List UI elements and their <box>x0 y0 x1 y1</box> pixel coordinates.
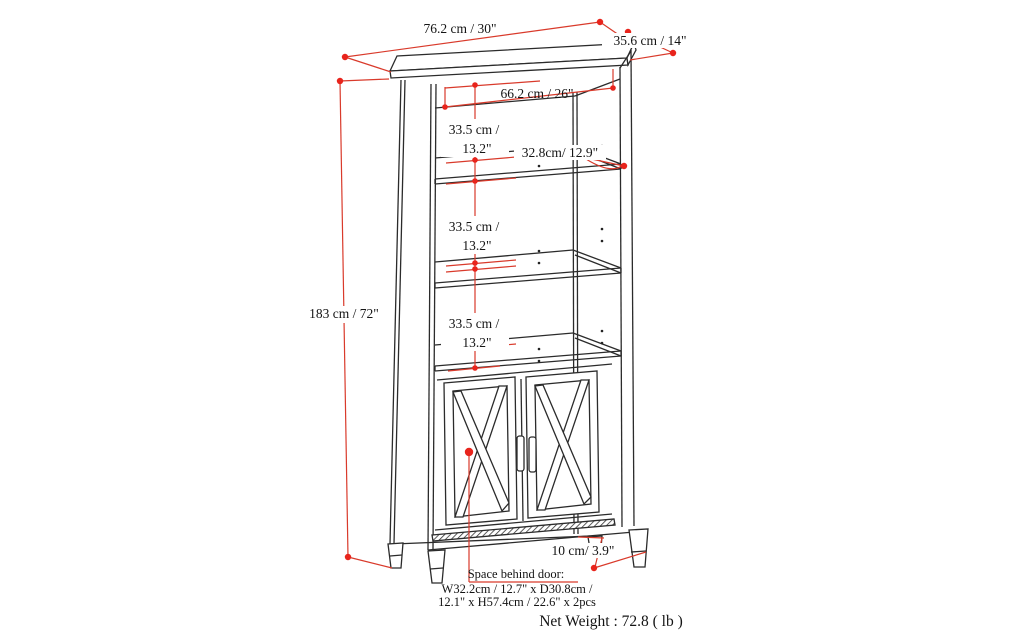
label-shelf-gap-3-cm: 33.5 cm / <box>448 316 500 331</box>
shelf-2 <box>435 250 621 288</box>
label-top-depth: 35.6 cm / 14" <box>613 33 687 48</box>
leg-front-right <box>629 529 648 567</box>
leg-front-left <box>428 550 445 583</box>
door-left <box>444 377 517 525</box>
shelf-pin-holes <box>538 145 604 363</box>
label-shelf-depth: 32.8cm/ 12.9" <box>521 145 599 160</box>
dimension-overall-height <box>340 79 392 568</box>
bookcase-drawing <box>388 43 648 583</box>
label-leg-height: 10 cm/ 3.9" <box>551 543 615 558</box>
door-handle-right <box>529 437 536 472</box>
label-net-weight: Net Weight : 72.8 ( lb ) <box>539 613 683 630</box>
label-interior-width: 66.2 cm / 26" <box>500 86 574 101</box>
label-shelf-gap-3-in: 13.2" <box>462 335 492 350</box>
label-shelf-gap-2-cm: 33.5 cm / <box>448 219 500 234</box>
label-shelf-gap-1-cm: 33.5 cm / <box>448 122 500 137</box>
space-behind-door-dot <box>465 448 473 456</box>
door-right <box>526 371 599 518</box>
label-door-space-dims2: 12.1" x H57.4cm / 22.6" x 2pcs <box>438 595 596 609</box>
label-door-space-title: Space behind door: <box>467 567 565 581</box>
label-shelf-gap-2-in: 13.2" <box>462 238 492 253</box>
door-handle-left <box>517 436 524 471</box>
label-shelf-gap-1-in: 13.2" <box>462 141 492 156</box>
label-door-space-dims1: W32.2cm / 12.7" x D30.8cm / <box>441 582 593 596</box>
label-overall-height: 183 cm / 72" <box>309 306 379 321</box>
cabinet-doors <box>394 364 634 550</box>
label-top-width: 76.2 cm / 30" <box>423 21 497 36</box>
top-panel <box>390 43 636 78</box>
